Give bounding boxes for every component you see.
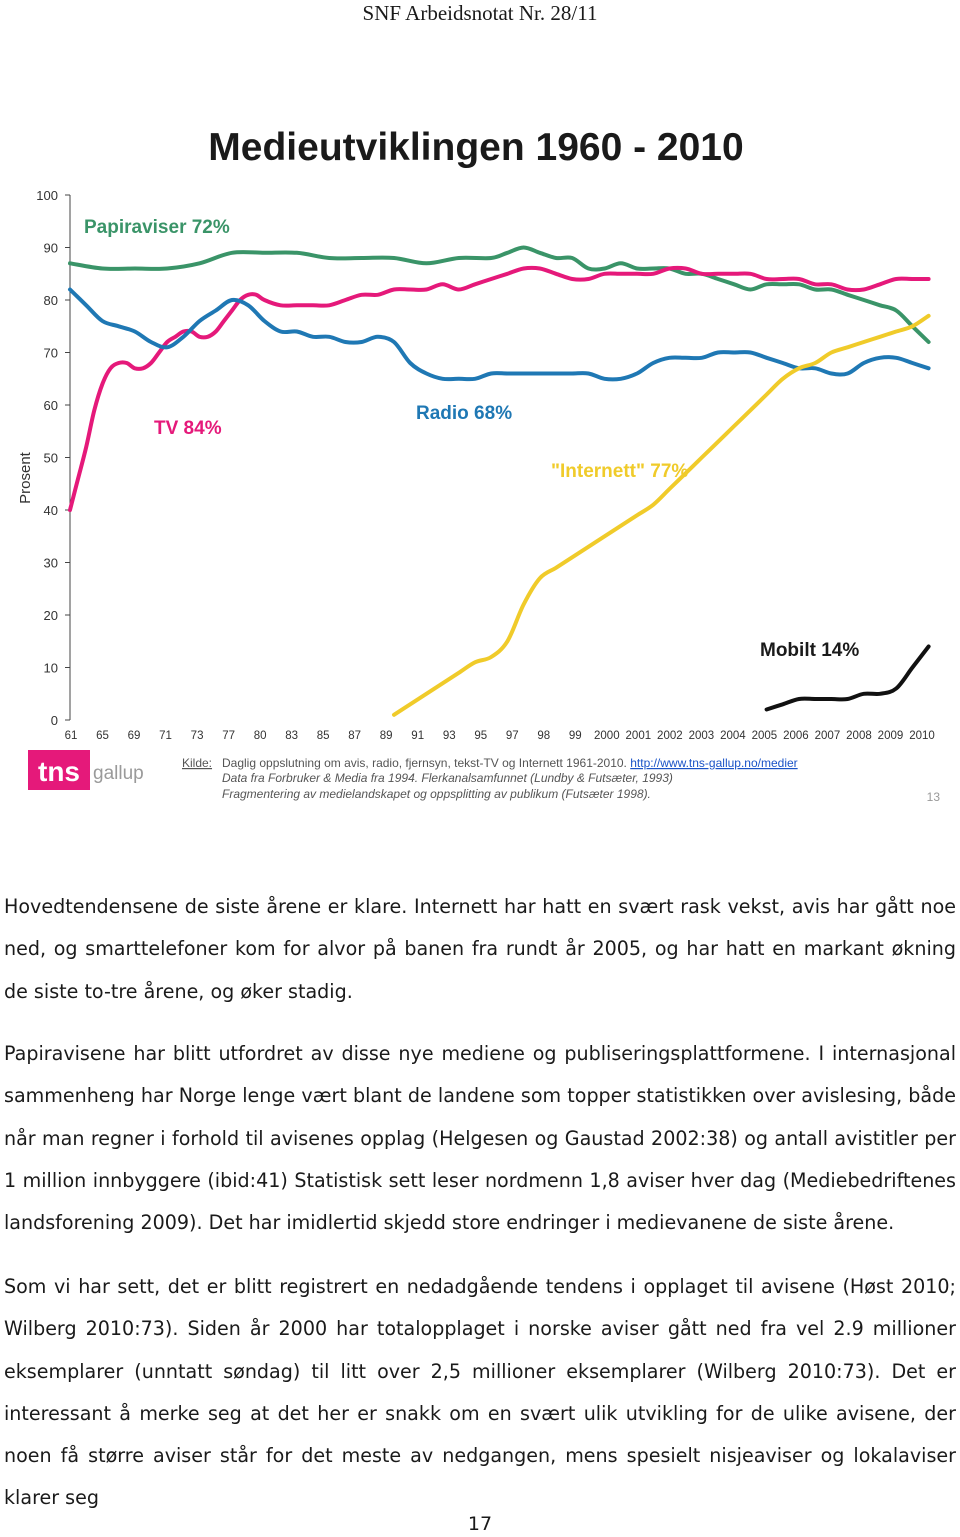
x-tick-label: 2010: [909, 730, 935, 742]
x-tick-label: 69: [127, 730, 141, 742]
y-tick-label: 50: [43, 450, 58, 466]
x-tick-label: 89: [379, 730, 393, 742]
x-tick-label: 87: [348, 730, 362, 742]
source-line-3: Fragmentering av medielandskapet og oppsplitting av publikum (Futsæter 1998).: [222, 787, 651, 801]
series-line-papiraviser: [70, 248, 929, 343]
x-tick-label: 97: [505, 730, 519, 742]
series-label-internett: "Internett" 77%: [551, 461, 689, 482]
source-link[interactable]: http://www.tns-gallup.no/medier: [630, 756, 798, 770]
x-tick-label: 2008: [846, 730, 872, 742]
x-tick-label: 71: [159, 730, 172, 742]
paragraph-1: Hovedtendensene de siste årene er klare. Internett har hatt en svært rask vekst, avis har gått noe ned, og smarttelefoner kom for alvor på banen fra rundt år 2005, og har hatt en markant økning de siste to-tre årene, og øker stadig.: [4, 895, 956, 1003]
series-label-radio: Radio 68%: [416, 403, 513, 424]
x-tick-label: 99: [568, 730, 582, 742]
source-line-1: [222, 756, 798, 770]
x-tick-label: 73: [190, 730, 204, 742]
y-tick-label: 10: [43, 660, 58, 676]
x-tick-label: 83: [285, 730, 299, 742]
y-tick-label: 70: [43, 345, 58, 361]
paragraph-2: Papiravisene har blitt utfordret av disse nye mediene og publiseringsplattformene. I internasjonal sammenheng har Norge lenge vært blant de landene som topper statistikken over avislesing, både når man regner i forhold til avisenes opplag (Helgesen og Gaustad 2002:38) og antall avistitler per 1 million innbyggere (ibid:41) Statistisk sett leser nordmenn 1,8 aviser hver dag (Mediebedriftenes landsforening 2009). Det har imidlertid skjedd store endringer i medievanene de siste årene.: [4, 1042, 956, 1235]
y-tick-label: 100: [36, 188, 58, 203]
page-number: 17: [467, 1513, 493, 1535]
x-tick-label: 80: [253, 730, 267, 742]
y-tick-label: 40: [43, 503, 58, 518]
y-axis-ticks: [36, 188, 70, 728]
x-tick-label: 93: [442, 730, 456, 742]
source-line-2: Data fra Forbruker & Media fra 1994. Flerkanalsamfunnet (Lundby & Futsæter, 1993): [222, 771, 673, 785]
x-tick-label: 2003: [688, 730, 715, 742]
x-tick-label: 2009: [877, 730, 904, 742]
x-tick-label: 85: [316, 730, 330, 742]
y-tick-label: 20: [43, 608, 58, 623]
running-head: SNF Arbeidsnotat Nr. 28/11: [362, 1, 598, 25]
source-kilde-label: Kilde:: [182, 756, 213, 770]
y-tick-label: 0: [50, 713, 58, 728]
x-tick-label: 98: [537, 730, 551, 742]
x-axis-ticks: [65, 730, 935, 742]
slide-number: 13: [926, 790, 940, 804]
paragraph-3: Som vi har sett, det er blitt registrert en nedadgående tendens i opplaget til avisene (Høst 2010; Wilberg 2010:73). Siden år 2000 har totalopplaget i norske aviser gått ned fra vel 2.9 millioner eksemplarer (unntatt søndag) til litt over 2,5 millioner eksemplarer (Wilberg 2010:73). Det er interessant å merke seg at det her er snakk om en svært ulik utvikling for de ulike avisene, der noen få større aviser står for det meste av nedgangen, mens spesielt nisjeaviser og lokalaviser klarer seg: [4, 1275, 956, 1510]
y-tick-label: 90: [43, 240, 58, 256]
x-tick-label: 2004: [720, 730, 746, 742]
logo-text-secondary: gallup: [93, 763, 144, 784]
series-label-tv: TV 84%: [154, 418, 222, 439]
x-tick-label: 91: [411, 730, 425, 742]
x-tick-label: 61: [64, 730, 78, 742]
series-label-mobilt: Mobilt 14%: [760, 640, 860, 661]
x-tick-label: 65: [96, 730, 109, 742]
x-tick-label: 2006: [783, 730, 809, 742]
x-tick-label: 2001: [625, 730, 652, 742]
tns-gallup-logo: [28, 750, 144, 790]
y-tick-label: 80: [43, 293, 58, 308]
y-axis-label: Prosent: [17, 452, 34, 504]
series-label-papiraviser: Papiraviser 72%: [84, 217, 230, 238]
x-tick-label: 2005: [751, 730, 778, 742]
x-tick-label: 2000: [594, 730, 620, 742]
y-tick-label: 30: [43, 555, 58, 571]
x-tick-label: 95: [474, 730, 488, 742]
x-tick-label: 2007: [814, 730, 841, 742]
y-tick-label: 60: [43, 398, 58, 413]
chart-title: Medieutviklingen 1960 - 2010: [208, 126, 744, 169]
series-line-tv: [70, 268, 929, 510]
source-line-1-text: Daglig oppslutning om avis, radio, fjernsyn, tekst-TV og Internett 1961-2010.: [222, 756, 627, 770]
x-tick-label: 77: [222, 730, 235, 742]
x-tick-label: 2002: [657, 730, 683, 742]
logo-text-primary: tns: [38, 756, 80, 787]
